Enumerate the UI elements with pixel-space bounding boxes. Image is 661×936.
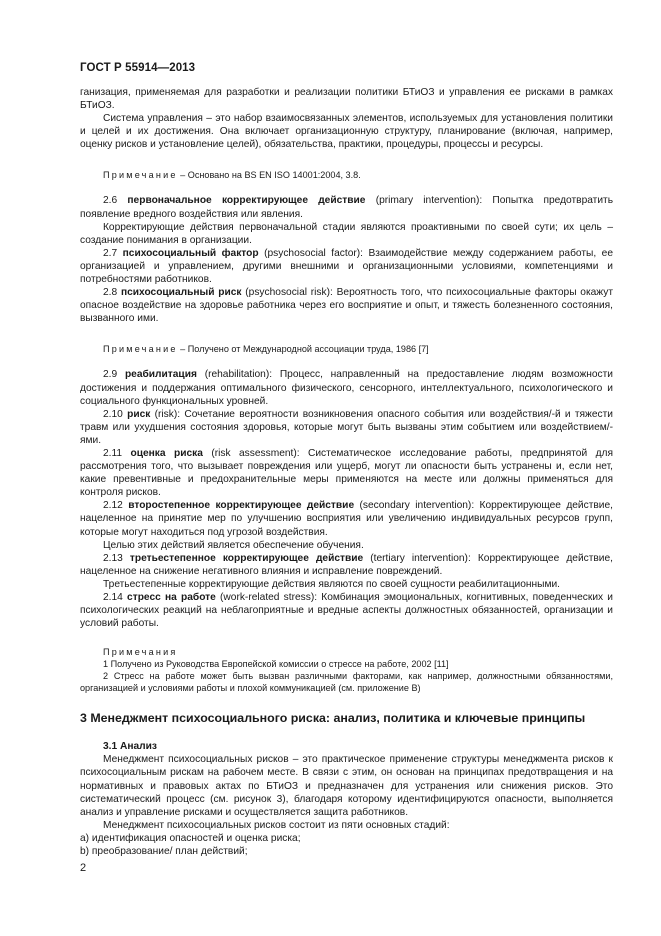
paragraph-2-12-note: Целью этих действий является обеспечение обучения. bbox=[103, 539, 364, 551]
note-label: Примечание bbox=[103, 170, 178, 181]
page-number: 2 bbox=[80, 862, 87, 874]
term-2-11 bbox=[80, 447, 613, 499]
list-item-a: а) идентификация опасностей и оценка риска; bbox=[80, 832, 301, 844]
paragraph-2-6-note: Корректирующие действия первоначальной стадии являются проактивными по своей сути; их цель – создание понимания в организации. bbox=[80, 221, 613, 246]
note-item-1: 1 Получено из Руководства Европейской комиссии о стрессе на работе, 2002 [11] bbox=[103, 659, 449, 670]
note-1 bbox=[80, 169, 613, 181]
notes-label-text: Примечания bbox=[103, 647, 178, 658]
note-label: Примечание bbox=[103, 344, 178, 355]
paragraph-3-1-analysis: Менеджмент психосоциальных рисков – это практическое применение структуры менеджмента рисков к психосоциальным рискам на рабочем месте. В связи с этим, он основан на принципах предотвращения и на нормативных и правовых актах по БТиОЗ и предназначен для устранения или снижения рисков. Это систематический процесс (см. рисунок 3), благодаря которому идентифицируются опасности, выполняется анализ и управление рисками и осуществляется защита работников. bbox=[80, 754, 613, 818]
term-2-6 bbox=[80, 194, 613, 220]
subsection-3-1-title: 3.1 Анализ bbox=[103, 741, 157, 753]
paragraph-2-13-note: Третьестепенные корректирующие действия являются по своей сущности реабилитационными. bbox=[103, 578, 561, 590]
note-2 bbox=[80, 343, 613, 355]
term-2-13 bbox=[80, 552, 613, 578]
term-definition: (tertiary intervention): Корректирующее действие, нацеленное на снижение негативного влияния и исправление повреждений. bbox=[80, 552, 613, 577]
term-definition: (risk): Сочетание вероятности возникновения опасного события или воздействия/-й и тяжести травм или ухудшения состояния здоровья, которые могут быть вызваны этим событием или воздействием/-ями. bbox=[80, 408, 613, 446]
term-number: 2.11 bbox=[103, 447, 131, 459]
document-body bbox=[80, 86, 613, 858]
note-item-2: 2 Стресс на работе может быть вызван различными факторами, как например, должностными обязанностями, организацией и условиями работы и плохой коммуникацией (см. приложение В) bbox=[80, 671, 613, 694]
note-text: – Основано на BS EN ISO 14001:2004, 3.8. bbox=[177, 170, 361, 181]
term-name: первоначальное корректирующее действие bbox=[127, 195, 366, 207]
term-name: оценка риска bbox=[130, 447, 203, 459]
notes-block bbox=[80, 646, 613, 694]
term-name: стресс на работе bbox=[127, 592, 216, 603]
term-definition: (rehabilitation): Процесс, направленный на предоставление людям возможности достижения и поддержания оптимального физического, сенсорного, интеллектуального, психологического и социального функциональных уровней. bbox=[80, 369, 613, 407]
term-definition: (secondary intervention): Корректирующее действие, нацеленное на принятие мер по улучшению восприятия или увеличению индивидуальных ресурсов групп, которые могут находиться под угрозой воздействия. bbox=[80, 500, 613, 538]
term-name: психосоциальный риск bbox=[120, 287, 242, 299]
term-name: психосоциальный фактор bbox=[122, 247, 259, 259]
term-definition: (primary intervention): Попытка предотвратить появление вредного воздействия или явления. bbox=[80, 195, 614, 220]
term-name: риск bbox=[127, 408, 151, 420]
term-name: третьестепенное корректирующее действие bbox=[129, 552, 364, 564]
term-2-12 bbox=[80, 499, 613, 538]
term-2-9 bbox=[80, 368, 613, 407]
term-definition: (work-related stress): Комбинация эмоциональных, когнитивных, поведенческих и психологических реакций на неблагоприятные и вредные аспекты должностных обязанностей, организации и условий работы. bbox=[80, 592, 613, 630]
document-header: ГОСТ Р 55914—2013 bbox=[80, 62, 196, 74]
term-number: 2.12 bbox=[103, 500, 129, 512]
term-number: 2.13 bbox=[103, 552, 130, 564]
term-2-8 bbox=[80, 286, 613, 325]
section-3-title: 3 Менеджмент психосоциального риска: анализ, политика и ключевые принципы bbox=[80, 711, 586, 726]
term-number: 2.6 bbox=[103, 195, 128, 207]
list-item-b: b) преобразование/ план действий; bbox=[80, 846, 248, 858]
term-2-7 bbox=[80, 247, 613, 286]
term-definition: (risk assessment): Систематическое исследование работы, предпринятой для рассмотрения того, что вызывает повреждения или ущерб, могут ли опасности быть устранены и, если нет, какие превентивные и предохранительные меры применяются на месте или должны применяться для контроля рисков. bbox=[80, 447, 613, 499]
note-text: – Получено от Международной ассоциации труда, 1986 [7] bbox=[177, 344, 429, 355]
term-2-14 bbox=[80, 591, 613, 630]
term-name: реабилитация bbox=[124, 369, 197, 381]
term-number: 2.10 bbox=[103, 408, 128, 420]
notes-label bbox=[80, 646, 613, 658]
term-number: 2.14 bbox=[103, 592, 128, 603]
paragraph-continuation: ганизация, применяемая для разработки и реализации политики БТиОЗ и управления ее рисками в рамках БТиОЗ. bbox=[80, 87, 613, 112]
term-number: 2.8 bbox=[103, 287, 121, 299]
term-definition: (psychosocial risk): Вероятность того, что психосоциальные факторы окажут опасное воздействие на здоровье работника через его восприятие и опыт, и тяжесть болезненного состояния, вызванного ими. bbox=[80, 287, 613, 325]
term-number: 2.9 bbox=[103, 369, 125, 381]
paragraph-management-system: Система управления – это набор взаимосвязанных элементов, используемых для установления политики и целей и их достижения. Она включает организационную структуру, планирование (включая, например, оценку рисков и установление целей), обязательства, практики, процедуры, процессы и ресурсы. bbox=[80, 113, 613, 151]
term-number: 2.7 bbox=[103, 247, 123, 259]
term-name: второстепенное корректирующее действие bbox=[128, 500, 355, 512]
term-definition: (psychosocial factor): Взаимодействие между содержанием работы, ее организацией и управлением, другими внешними и организационными условиями, компетенциями и потребностями работников. bbox=[80, 247, 613, 286]
term-2-10 bbox=[80, 408, 613, 447]
paragraph-3-1-stages: Менеджмент психосоциальных рисков состоит из пяти основных стадий: bbox=[103, 819, 450, 831]
